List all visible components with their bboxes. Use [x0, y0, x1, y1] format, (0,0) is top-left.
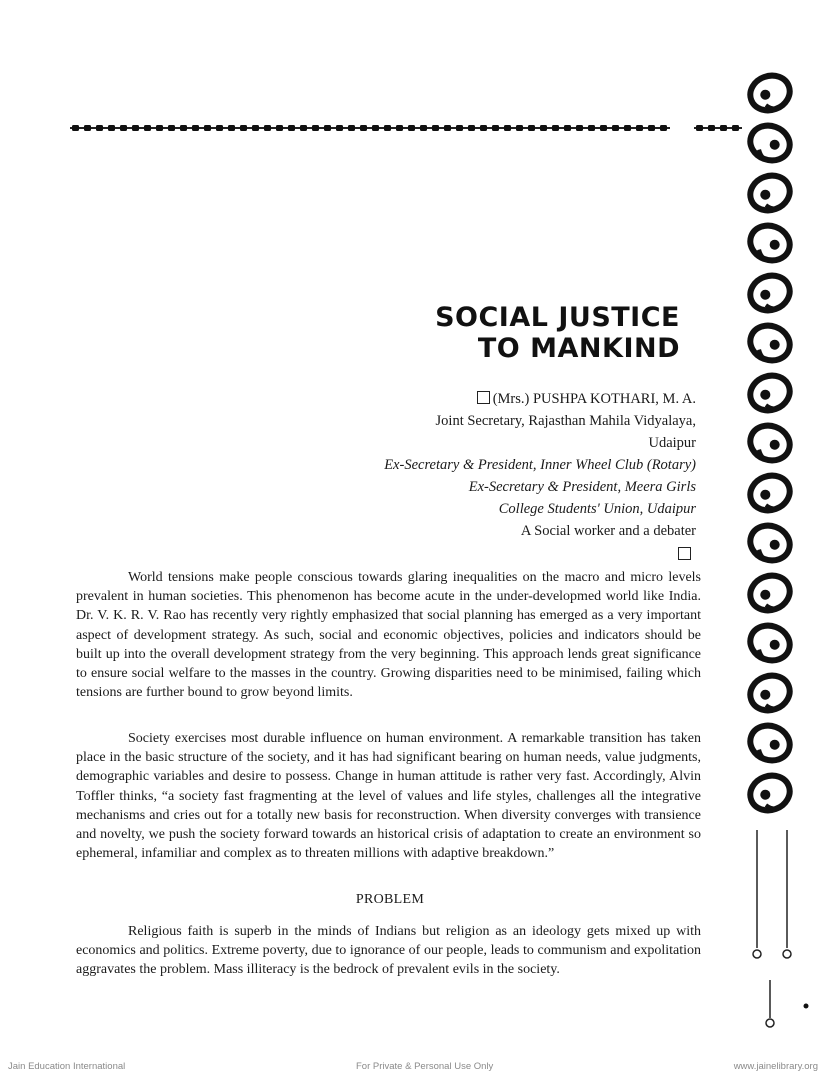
author-position-2: Ex-Secretary & President, Inner Wheel Club (Rotary)	[384, 457, 696, 473]
paragraph-1: World tensions make people conscious towards glaring inequalities on the macro and micro levels prevalent in human societies. This phenomenon has become acute in the under-developmed world like India. Dr. V. K. R. V. Rao has recently very rightly emphasized that social planning has emerged as a very important aspect of development strategy. As such, social and economic objectives, policies and indicators should be built up into the overall development strategy from the very beginning. This approach lends great significance to ensure social welfare to the masses in the country. Growing disparities need to be minimised, failing which tensions are further bound to grow beyond limits.	[76, 570, 701, 701]
decorative-paisley-border	[740, 68, 800, 828]
footer-center: For Private & Personal Use Only	[356, 1061, 494, 1072]
author-position-5: A Social worker and a debater	[520, 523, 696, 539]
author-position-1-city: Udaipur	[648, 435, 696, 451]
title-line-2: TO MANKIND	[477, 333, 680, 364]
footer-left: Jain Education International	[8, 1061, 126, 1072]
end-mark-box-icon	[678, 547, 691, 560]
author-position-1: Joint Secretary, Rajasthan Mahila Vidyalaya,	[435, 413, 696, 429]
paragraph-2: Society exercises most durable influence on human environment. A remarkable transition has taken place in the basic structure of the society, and it has had significant bearing on human needs, value judgments, demographic variables and desire to possess. Change in human attitude is rather very fast. Accordingly, Alvin Toffler thinks, “a society fast fragmenting at the level of values and life styles, challenges all the integrative mechanisms and cries out for a totally new basis for reconstruction. When diversity converges with transience and novelty, we push the society forward towards an historical crisis of adaptation to create an environment so ephemeral, infamiliar and complex as to threaten millions with adaptive breakdown.”	[76, 731, 701, 862]
title-line-1: SOCIAL JUSTICE	[435, 302, 680, 333]
footer-right: www.jainelibrary.org	[733, 1061, 818, 1072]
author-block	[384, 388, 696, 542]
paragraph-3: Religious faith is superb in the minds of Indians but religion as an ideology gets mixed up with economics and politics. Extreme poverty, due to ignorance of our people, leads to communism and expolitation aggravates the problem. Mass illiteracy is the bedrock of prevalent evils in the society.	[76, 924, 701, 978]
article-title	[435, 302, 680, 364]
author-name: (Mrs.) PUSHPA KOTHARI, M. A.	[492, 391, 696, 407]
section-heading: PROBLEM	[355, 892, 425, 907]
checkbox-icon	[477, 391, 490, 404]
author-position-4: College Students' Union, Udaipur	[498, 501, 696, 517]
decorative-top-rule	[70, 124, 742, 132]
decorative-border-stems	[740, 830, 810, 1030]
author-position-3: Ex-Secretary & President, Meera Girls	[468, 479, 696, 495]
